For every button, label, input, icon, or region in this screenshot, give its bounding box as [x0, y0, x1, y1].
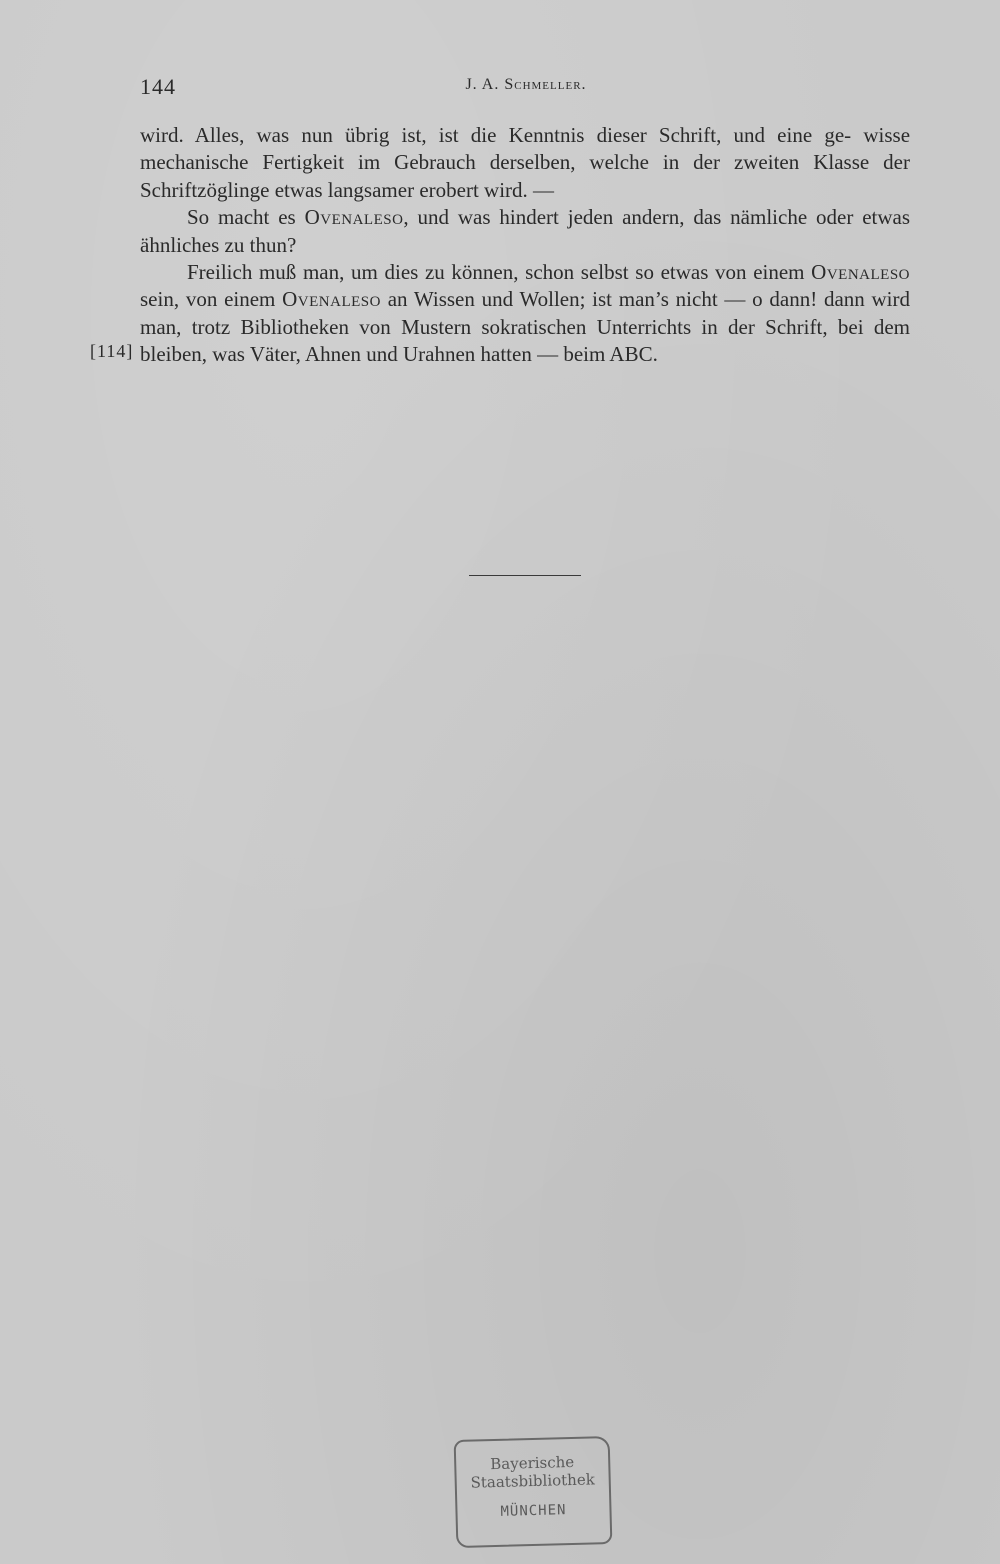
text-line: Freilich muß man, um dies zu können, schon selbst so etwas von einem — [187, 260, 805, 285]
running-title: J. A. Schmeller. — [465, 76, 587, 93]
end-rule — [469, 575, 581, 576]
page-number: 144 — [140, 74, 176, 99]
text-line: Unterrichts in der Schrift, bei dem bleiben, was Väter, Ahnen und Urahnen — [140, 314, 910, 367]
name-ovenaleso: Ovenaleso — [304, 205, 404, 230]
text-line: , und was hindert jeden andern, das nämliche — [403, 205, 808, 230]
text-line: So macht es — [187, 205, 305, 230]
text-line: wisse mechanische Fertigkeit im Gebrauch derselben, welche in der zweiten — [140, 123, 911, 175]
paragraph-1 — [140, 122, 910, 204]
text-line: sein, von einem — [140, 287, 283, 312]
margin-page-reference: [114] — [90, 341, 134, 361]
text-line: wird. Alles, was nun übrig ist, ist die Kenntnis dieser Schrift, und eine ge- — [140, 123, 852, 147]
library-stamp — [454, 1436, 613, 1548]
name-ovenaleso: Ovenaleso — [282, 287, 381, 312]
text-line: an Wissen und Wollen; ist man’s nicht — [380, 287, 718, 312]
paragraph-2 — [140, 204, 910, 259]
name-ovenaleso: Ovenaleso — [811, 260, 910, 285]
text-line: Klasse der Schriftzöglinge etwas langsamer erobert wird. — — [140, 150, 910, 202]
text-line: — o dann! dann wird man, trotz Bibliotheken von Mustern sokratischen — [140, 287, 911, 339]
paragraph-3 — [140, 259, 910, 369]
text-line: oder etwas ähnliches zu thun? — [140, 205, 911, 257]
stamp-line: MÜNCHEN — [500, 1502, 567, 1520]
text-line: hatten — beim ABC. — [480, 342, 658, 367]
running-head — [140, 74, 912, 104]
body-text — [140, 122, 910, 369]
stamp-line: Bayerische — [490, 1452, 575, 1474]
stamp-line: Staatsbibliothek — [470, 1470, 596, 1492]
